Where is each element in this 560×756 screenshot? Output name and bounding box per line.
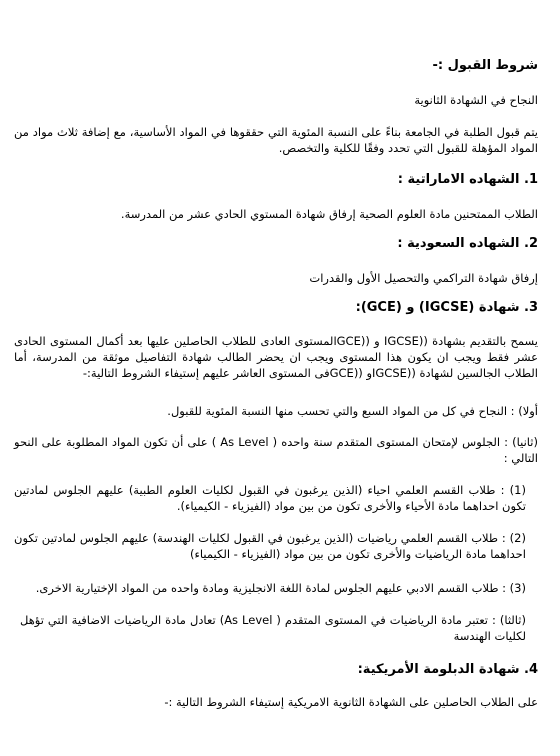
section-1-title: 1. الشهاده الاماراتية : [397,172,538,187]
section-3-title: 3. شهادة (IGCSE) و (GCE): [355,300,538,315]
page-heading: شروط القبول :- [432,58,538,73]
intro-paragraph: يتم قبول الطلبة في الجامعة بناءً على النسبة المئوية التي حققوها في المواد الأساسية، مع إضافة ثلاث مواد من المواد المؤهلة للقبول التي تحدد وفقًا للكلية والتخصص. [14,125,538,155]
condition-item-3: (3) : طلاب القسم الادبي عليهم الجلوس لمادة اللغة الانجليزية ومادة واحده من المواد الإختيارية الاخرى. [35,581,526,595]
section-3-body: يسمح بالتقديم بشهادة ((IGCSE و ((GCEالمستوى العادى للطلاب الحاصلين عليها بعد أكمال المستوى الحادى عشر فقط ويجب ان يكون هذا المستوى ويجب ان يحضر الطالب شهادة التفاصيل موثقة من المدرسة، أما الطلاب الجالسين لشهادة ((IGCSEو ((GCEفى المستوى العاشر عليهم إستيفاء الشروط التالية:- [14,334,538,380]
section-4-body: على الطلاب الحاصلين على الشهادة الثانوية الامريكية إستيفاء الشروط التالية :- [164,695,538,709]
intro-line: النجاح في الشهادة الثانوية [414,93,538,107]
section-2-body: إرفاق شهادة التراكمي والتحصيل الأول والقدرات [309,271,538,285]
condition-second: (ثانيا) : الجلوس لإمتحان المستوى المتقدم سنة واحده ( As Level ) على أن تكون المواد المطلوبة على النحو التالي : [14,435,538,465]
condition-item-2: (2) : طلاب القسم العلمي رياضيات (الذين يرغبون في القبول لكليات الهندسة) عليهم الجلوس لمادتين تكون احداهما مادة الرياضيات والأخرى تكون من بين مواد (الفيزياء - الكيمياء) [14,531,526,561]
condition-third: (ثالثا) : تعتبر مادة الرياضيات في المستوى المتقدم ( As Level) تعادل مادة الرياضيات الاضافية التي تؤهل لكليات الهندسة [20,613,526,643]
condition-item-1: (1) : طلاب القسم العلمي احياء (الذين يرغبون في القبول لكليات العلوم الطبية) عليهم الجلوس لمادتين تكون احداهما مادة الأحياء والأخرى تكون من بين مواد (الفيزياء - الكيمياء). [14,483,526,513]
section-2-title: 2. الشهاده السعودية : [397,236,538,251]
section-4-title: 4. شهادة الدبلومة الأمريكية: [357,662,538,677]
section-1-body: الطلاب الممتحنين مادة العلوم الصحية إرفاق شهادة المستوي الحادي عشر من المدرسة. [120,207,538,221]
condition-first: أولا) : النجاح في كل من المواد السبع والتي تحسب منها النسبة المئوية للقبول. [167,404,538,418]
